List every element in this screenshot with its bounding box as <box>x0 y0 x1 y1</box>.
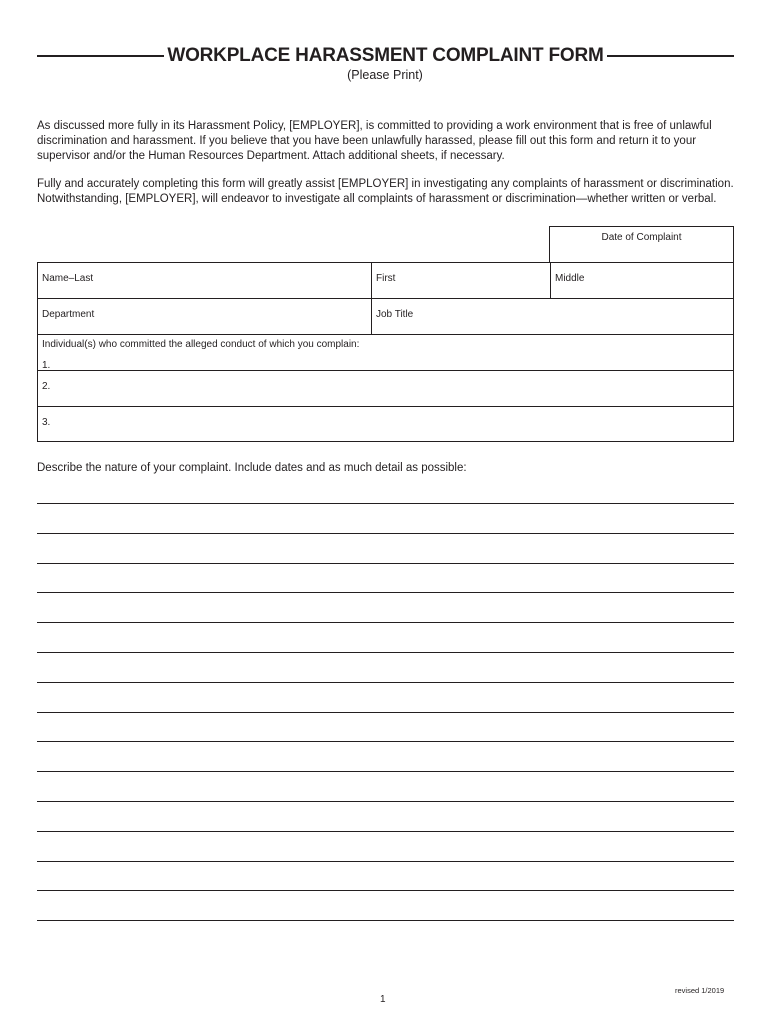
answer-line[interactable] <box>37 652 734 653</box>
answer-line[interactable] <box>37 861 734 862</box>
title-row <box>37 44 734 68</box>
job-title-label: Job Title <box>376 309 414 320</box>
individual-1-label: 1. <box>42 360 51 371</box>
individual-1-row[interactable] <box>37 334 734 371</box>
individuals-cell <box>38 335 733 370</box>
name-row <box>37 262 734 299</box>
answer-line[interactable] <box>37 801 734 802</box>
answer-line[interactable] <box>37 622 734 623</box>
first-name-label: First <box>376 273 396 284</box>
page-subtitle: (Please Print) <box>347 68 423 82</box>
date-of-complaint-field[interactable] <box>549 226 734 263</box>
answer-line[interactable] <box>37 920 734 921</box>
individual-3-row[interactable] <box>37 406 734 442</box>
describe-prompt: Describe the nature of your complaint. Include dates and as much detail as possible: <box>37 462 467 474</box>
title-rule-right <box>607 55 734 57</box>
individual-2-row[interactable] <box>37 370 734 407</box>
name-last-field[interactable] <box>38 263 371 298</box>
answer-line[interactable] <box>37 831 734 832</box>
second-paragraph: Fully and accurately completing this form will greatly assist [EMPLOYER] in investigating any complaints of harassment or discrimination. Notwithstanding, [EMPLOYER], will endeavor to investigate all complaints of harassment or discrimination—whether written or verbal. <box>37 178 734 205</box>
middle-name-label: Middle <box>555 273 585 284</box>
answer-line[interactable] <box>37 712 734 713</box>
title-rule-left <box>37 55 164 57</box>
page-title: WORKPLACE HARASSMENT COMPLAINT FORM <box>167 45 604 66</box>
answer-line[interactable] <box>37 771 734 772</box>
first-name-field[interactable] <box>372 263 550 298</box>
answer-line[interactable] <box>37 503 734 504</box>
answer-line[interactable] <box>37 890 734 891</box>
date-of-complaint-label: Date of Complaint <box>601 232 682 243</box>
individual-3-label: 3. <box>42 417 51 428</box>
job-title-field[interactable] <box>372 299 733 334</box>
answer-line[interactable] <box>37 563 734 564</box>
individual-2-label: 2. <box>42 381 51 392</box>
answer-line[interactable] <box>37 741 734 742</box>
revision-note: revised 1/2019 <box>675 986 725 995</box>
individual-2-field <box>38 371 733 406</box>
individuals-label: Individual(s) who committed the alleged conduct of which you complain: <box>42 339 360 350</box>
intro-paragraph: As discussed more fully in its Harassment Policy, [EMPLOYER], is committed to providing a work environment that is free of unlawful discrimination and harassment. If you believe that you have been unlawfully harassed, please fill out this form and return it to your supervisor and/or the Human Resources Department. Attach additional sheets, if necessary. <box>37 120 712 162</box>
answer-line[interactable] <box>37 592 734 593</box>
answer-line[interactable] <box>37 533 734 534</box>
department-label: Department <box>42 309 95 320</box>
page-number: 1 <box>380 994 386 1005</box>
department-field[interactable] <box>38 299 371 334</box>
department-row <box>37 298 734 335</box>
middle-name-field[interactable] <box>551 263 733 298</box>
individual-3-field <box>38 407 733 441</box>
answer-line[interactable] <box>37 682 734 683</box>
name-last-label: Name–Last <box>42 273 94 284</box>
